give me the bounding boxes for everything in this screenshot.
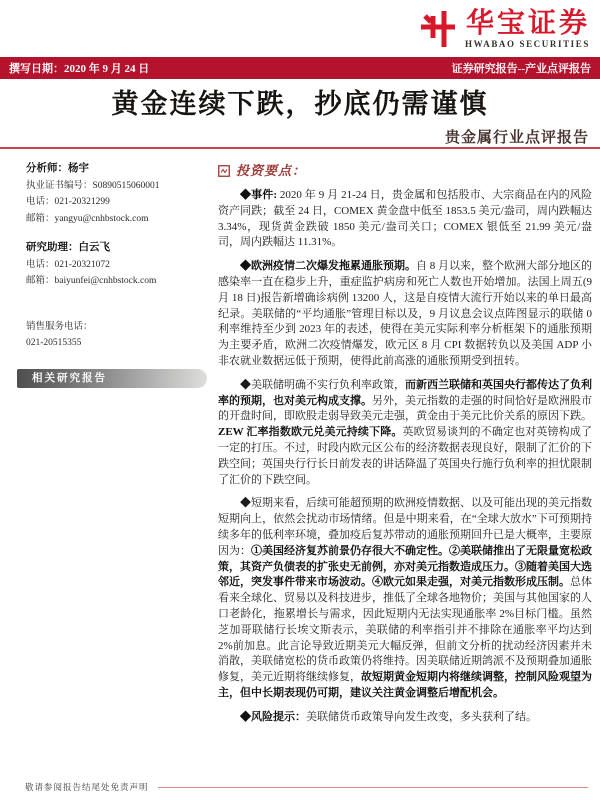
analyst-email: 邮箱：yangyu@cnhbstock.com	[26, 213, 149, 224]
spacer	[26, 352, 208, 366]
assistant-name: 研究助理：白云飞	[26, 242, 110, 253]
paragraph: ◆事件: 2020 年 9 月 21-24 日，贵金属和包括股市、大宗商品在内的风险资产同跌；截至 24 日，COMEX 黄金盘中低至 1853.5 美元/盎司，周内跌幅达 3.34%，现货黄金跌破 1850 美元/盎司关口；COMEX 银低至 21.99 美元/盎司，周内跌幅达 11.31%。	[218, 189, 592, 249]
report-title: 黄金连续下跌，抄底仍需谨慎	[111, 89, 489, 119]
sales-phone-number: 021-20515355	[26, 338, 82, 348]
hwabao-logo-icon	[418, 9, 458, 49]
investment-points	[218, 188, 592, 726]
paragraph: ◆短期来看，后续可能超预期的欧洲疫情数据、以及可能出现的美元指数短期向上，依然会扰动市场情绪。但是中期来看，在“全球大放水”下可预期持续多年的低利率环境，叠加疫后复苏带动的通胀预期回升已是大概率，主要原因为：①美国经济复苏前景仍存很大不确定性。②美联储推出了无限量宽松政策，其资产负债表的扩张史无前例，亦对美元指数造成压力。③随着美国大选邻近，突发事件带来市场波动。④欧元如果走强，对美元指数形成压制。总体看来全球化、贸易以及科技进步，推低了全球各地物价；美国与其他国家的人口老龄化，拖累增长与需求，因此短期内无法实现通胀率 2%目标门槛。虽然芝加哥联储行长埃文斯表示，美联储的利率指引并不排除在通胀率平均达到 2%前加息。此言论导致近期美元大幅反弹，但前文分析的扰动经济因素并未消散，美联储宽松的货币政策仍将维持。因美联储近期鸽派不及预期叠加通胀修复，美元近期将继续修复，故短期黄金短期内将继续调整，控制风险观望为主，但中长期表现仍可期，建议关注黄金调整后增配机会。	[218, 497, 592, 699]
spacer	[26, 227, 208, 240]
analyst-cert: 执业证书编号：S0890515060001	[26, 180, 160, 191]
title-divider	[0, 147, 600, 149]
logo-text	[465, 9, 590, 50]
paragraph: ◆欧洲疫情二次爆发拖累通胀预期。自 8 月以来，整个欧洲大部分地区的感染率一直在稳步上升，重症监护病房和死亡人数也开始增加。法国上周五(9 月 18 日)报告新增确诊病例 13200 人，这是自疫情大流行开始以来的单日最高纪录。美联储的“平均通胀”管理目标以及，9 月议息会议点阵图显示的联储 0 利率维持至少到 2023 年的表述，使得在美元实际利率分析框架下的通胀预期为主要矛盾，欧洲二次疫情爆发，欧元区 8 月 CPI 数据转负以及美国 ADP 小非农就业数据远低于预期，使得此前高涨的通胀预期受到扭转。	[218, 260, 592, 367]
spacer	[26, 290, 208, 319]
paragraph: ◆美联储明确不实行负利率政策，而新西兰联储和英国央行都传达了负利率的预期，也对美元构成支撑。另外，美元指数的走强的时间恰好是欧洲股市的开盘时间，即欧股走弱导致美元走强，黄金由于美元比价关系的原因下跌。ZEW 汇率指数欧元兑美元持续下降。英欧贸易谈判的不确定也对英镑构成了一定的打压。不过，时段内欧元区公布的经济数据表现良好，限制了汇价的下跌空间；英国央行行长日前发表的讲话降温了英国央行施行负利率的担忧限制了汇价的下跌空间。	[218, 378, 592, 486]
assistant-phone: 电话：021-20321072	[26, 259, 110, 270]
report-meta-bar	[0, 57, 600, 79]
report-category: 证券研究报告--产业点评报告	[451, 63, 591, 75]
analyst-phone: 电话：021-20321299	[26, 197, 110, 207]
write-date: 撰写日期：2020 年 9 月 24 日	[9, 63, 150, 75]
sidebar	[26, 161, 208, 388]
hwabao-logo	[418, 9, 590, 50]
footer-divider	[158, 787, 588, 788]
section-title: 投资要点：	[236, 163, 307, 178]
analyst-name: 分析师：杨宇	[26, 163, 89, 174]
assistant-email: 邮箱：baiyunfei@cnhbstock.com	[26, 276, 157, 286]
related-reports-header: 相关研究报告	[17, 369, 207, 388]
footer-disclaimer: 敬请参阅报告结尾处免责声明	[25, 782, 149, 792]
sales-phone-label: 销售服务电话：	[26, 321, 93, 332]
logo-name-en: HWABAO SECURITIES	[465, 39, 590, 49]
logo-name-cn: 华宝证券	[465, 8, 590, 39]
section-header	[218, 160, 592, 179]
main-content	[218, 160, 592, 734]
section-marker-icon	[218, 164, 230, 176]
paragraph: ◆风险提示：美联储货币政策导向发生改变，多头获利了结。	[240, 710, 537, 723]
report-subtitle: 贵金属行业点评报告	[444, 130, 589, 146]
